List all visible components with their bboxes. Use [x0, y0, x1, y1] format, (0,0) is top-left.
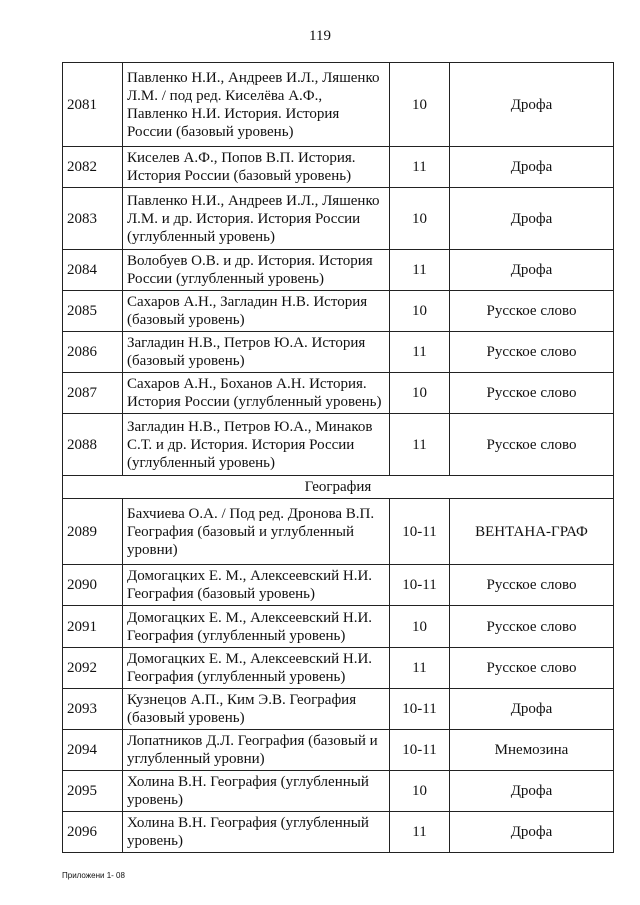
table-row — [63, 812, 614, 853]
row-number: 2093 — [63, 689, 123, 730]
book-description: Киселев А.Ф., Попов В.П. История. История России (базовый уровень) — [123, 147, 390, 188]
book-description: Загладин Н.В., Петров Ю.А., Минаков С.Т. и др. История. История России (углубленный уровень) — [123, 414, 390, 476]
book-description: Кузнецов А.П., Ким Э.В. География (базовый уровень) — [123, 689, 390, 730]
textbook-table — [62, 62, 614, 853]
book-description: Бахчиева О.А. / Под ред. Дронова В.П. География (базовый и углубленный уровни) — [123, 499, 390, 565]
table-row — [63, 771, 614, 812]
footer-note: Приложени 1- 08 — [62, 871, 125, 880]
section-row — [63, 476, 614, 499]
book-description: Холина В.Н. География (углубленный уровень) — [123, 812, 390, 853]
grade: 10-11 — [390, 499, 450, 565]
book-description: Волобуев О.В. и др. История. История России (углубленный уровень) — [123, 250, 390, 291]
table-row — [63, 648, 614, 689]
grade: 11 — [390, 812, 450, 853]
book-description: Лопатников Д.Л. География (базовый и углубленный уровни) — [123, 730, 390, 771]
book-description: Холина В.Н. География (углубленный уровень) — [123, 771, 390, 812]
publisher: Русское слово — [450, 606, 614, 648]
grade: 10 — [390, 373, 450, 414]
publisher: Дрофа — [450, 147, 614, 188]
grade: 10-11 — [390, 689, 450, 730]
table-row — [63, 63, 614, 147]
publisher: ВЕНТАНА-ГРАФ — [450, 499, 614, 565]
table-row — [63, 565, 614, 606]
row-number: 2092 — [63, 648, 123, 689]
publisher: Дрофа — [450, 812, 614, 853]
grade: 11 — [390, 332, 450, 373]
grade: 10 — [390, 63, 450, 147]
book-description: Сахаров А.Н., Боханов А.Н. История. История России (углубленный уровень) — [123, 373, 390, 414]
publisher: Дрофа — [450, 250, 614, 291]
publisher: Русское слово — [450, 291, 614, 332]
row-number: 2085 — [63, 291, 123, 332]
publisher: Русское слово — [450, 373, 614, 414]
table-row — [63, 373, 614, 414]
publisher: Мнемозина — [450, 730, 614, 771]
row-number: 2090 — [63, 565, 123, 606]
grade: 11 — [390, 414, 450, 476]
publisher: Дрофа — [450, 63, 614, 147]
row-number: 2091 — [63, 606, 123, 648]
table-row — [63, 606, 614, 648]
book-description: Домогацких Е. М., Алексеевский Н.И. География (базовый уровень) — [123, 565, 390, 606]
book-description: Павленко Н.И., Андреев И.Л., Ляшенко Л.М. / под ред. Киселёва А.Ф., Павленко Н.И. История. История России (базовый уровень) — [123, 63, 390, 147]
row-number: 2088 — [63, 414, 123, 476]
section-heading: География — [63, 476, 614, 499]
row-number: 2083 — [63, 188, 123, 250]
table-row — [63, 414, 614, 476]
row-number: 2081 — [63, 63, 123, 147]
row-number: 2082 — [63, 147, 123, 188]
book-description: Сахаров А.Н., Загладин Н.В. История (базовый уровень) — [123, 291, 390, 332]
table-row — [63, 291, 614, 332]
table-row — [63, 689, 614, 730]
publisher: Дрофа — [450, 188, 614, 250]
grade: 10-11 — [390, 565, 450, 606]
row-number: 2086 — [63, 332, 123, 373]
table-row — [63, 188, 614, 250]
row-number: 2095 — [63, 771, 123, 812]
row-number: 2096 — [63, 812, 123, 853]
book-description: Домогацких Е. М., Алексеевский Н.И. География (углубленный уровень) — [123, 606, 390, 648]
table-row — [63, 730, 614, 771]
grade: 11 — [390, 648, 450, 689]
row-number: 2087 — [63, 373, 123, 414]
row-number: 2089 — [63, 499, 123, 565]
publisher: Дрофа — [450, 771, 614, 812]
grade: 10 — [390, 188, 450, 250]
table-row — [63, 250, 614, 291]
book-description: Павленко Н.И., Андреев И.Л., Ляшенко Л.М. и др. История. История России (углубленный уровень) — [123, 188, 390, 250]
publisher: Дрофа — [450, 689, 614, 730]
book-description: Загладин Н.В., Петров Ю.А. История (базовый уровень) — [123, 332, 390, 373]
publisher: Русское слово — [450, 414, 614, 476]
table-row — [63, 499, 614, 565]
grade: 11 — [390, 147, 450, 188]
publisher: Русское слово — [450, 648, 614, 689]
book-description: Домогацких Е. М., Алексеевский Н.И. География (углубленный уровень) — [123, 648, 390, 689]
grade: 11 — [390, 250, 450, 291]
table-row — [63, 332, 614, 373]
publisher: Русское слово — [450, 332, 614, 373]
grade: 10 — [390, 291, 450, 332]
publisher: Русское слово — [450, 565, 614, 606]
grade: 10 — [390, 771, 450, 812]
grade: 10 — [390, 606, 450, 648]
table-row — [63, 147, 614, 188]
page-number: 119 — [309, 28, 331, 44]
row-number: 2084 — [63, 250, 123, 291]
row-number: 2094 — [63, 730, 123, 771]
grade: 10-11 — [390, 730, 450, 771]
